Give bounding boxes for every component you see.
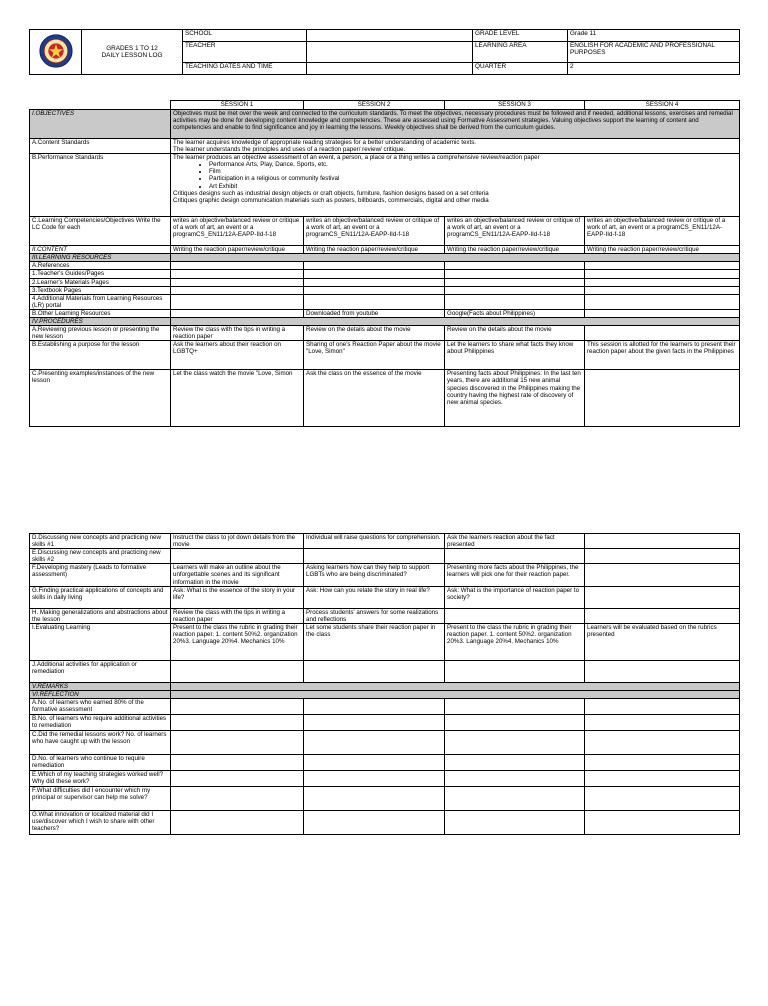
- table-cell: [304, 262, 445, 270]
- competency-session-1: writes an objective/balanced review or critique of a work of art, an event or a programCS_EN11/12A-EAPP-IId-f-18: [171, 217, 304, 246]
- table-cell: [445, 270, 585, 278]
- reflection-e-label: E.Which of my teaching strategies worked well? Why did these work?: [30, 771, 171, 787]
- procedure-g-session-2: Ask: How can you relate the story in real life?: [304, 586, 445, 608]
- procedure-c-session-1: Let the class watch the movie "Love, Simon: [171, 370, 304, 427]
- table-cell: [445, 286, 585, 294]
- table-cell: [445, 278, 585, 286]
- procedure-g-row: [30, 586, 740, 608]
- procedure-f-session-3: Presenting more facts about the Philippines, the learners will pick one for their reaction paper.: [445, 564, 585, 586]
- content-standards-text: [171, 139, 740, 154]
- additional-materials-row: [30, 294, 740, 309]
- content-standard-2: The learner understands the principles and uses of a reaction paper/ review/ critique.: [173, 146, 406, 154]
- content-label: II.CONTENT: [30, 246, 171, 254]
- procedure-h-session-4: [585, 608, 740, 623]
- procedure-d-session-1: Instruct the class to jot down details from the movie: [171, 534, 304, 549]
- competency-session-4: writes an objective/balanced review or critique of a work of art, an event or a programCS_EN11/12A-EAPP-IId-f-18: [585, 217, 740, 246]
- table-cell: [304, 731, 445, 755]
- procedures-filler: [171, 318, 740, 326]
- teacher-value: [307, 42, 473, 63]
- table-cell: [585, 286, 740, 294]
- other-resources-session-2: Downloaded from youtube: [304, 309, 445, 317]
- references-row: [30, 262, 740, 270]
- reflection-d-label: D.No. of learners who continue to require remediation: [30, 755, 171, 771]
- reflection-f-label: F.What difficulties did I encounter which my principal or supervisor can help me solve?: [30, 787, 171, 811]
- procedure-b-label: B.Establishing a purpose for the lesson: [30, 341, 171, 370]
- list-item: • Film: [209, 168, 737, 175]
- procedure-j-label: J.Additional activities for application or remediation: [30, 660, 171, 682]
- procedure-g-label: G.Finding practical applications of concepts and skills in daily living: [30, 586, 171, 608]
- school-label: SCHOOL: [183, 30, 307, 42]
- table-cell: [171, 549, 304, 564]
- other-resources-session-4: [585, 309, 740, 317]
- reflection-d-row: [30, 755, 740, 771]
- list-item: • Performance Arts, Play, Dance, Sports, etc.: [209, 161, 737, 168]
- table-cell: [445, 715, 585, 731]
- table-cell: [171, 699, 304, 715]
- table-cell: [445, 755, 585, 771]
- content-row: [30, 246, 740, 254]
- table-cell: [445, 549, 585, 564]
- table-cell: [304, 811, 445, 835]
- learning-area-value: ENGLISH FOR ACADEMIC AND PROFESSIONAL PURPOSES: [568, 42, 740, 63]
- performance-standards-label: B.Performance Standards: [30, 154, 171, 217]
- table-cell: [304, 787, 445, 811]
- session-header-row: [30, 101, 740, 110]
- table-cell: [585, 278, 740, 286]
- table-cell: [171, 811, 304, 835]
- reflection-a-row: [30, 699, 740, 715]
- header-table: [29, 29, 740, 75]
- procedure-b-session-3: Let the learners to share what facts they know about Philippines: [445, 341, 585, 370]
- objectives-text: Objectives must be met over the week and connected to the curriculum standards. To meet the objectives, necessary procedures must be followed and if needed, additional lessons, exercises and remedial activities may be done for developing content knowledge and competencies. These are assessed using Formative Assessment strategies. Valuing objectives support the learning of content and competencies and enable to find significance and joy in learning the lessons. Weekly objectives shall be derived from the curriculum guides.: [171, 110, 740, 139]
- list-item: • Art Exhibit: [209, 183, 737, 190]
- learning-resources-filler: [171, 254, 740, 262]
- procedure-i-session-1: Present to the class the rubric in grading their reaction paper. 1. content 50%2. organization 20%3. Language 20%4. Mechanics 10%: [171, 623, 304, 660]
- reflection-e-row: [30, 771, 740, 787]
- grade-level-value: Grade 11: [568, 30, 740, 42]
- table-cell: [585, 755, 740, 771]
- deped-seal-icon: [39, 34, 73, 68]
- content-session-1: Writing the reaction paper/review/critique: [171, 246, 304, 254]
- learning-area-label: LEARNING AREA: [473, 42, 568, 63]
- blank-corner: [30, 101, 171, 110]
- procedure-a-session-4: [585, 326, 740, 341]
- reflection-b-row: [30, 715, 740, 731]
- procedure-d-session-3: Ask the learners reaction about the fact presented: [445, 534, 585, 549]
- reflection-label: VI.REFLECTION: [30, 690, 171, 698]
- deped-seal-logo: [30, 30, 82, 75]
- procedure-a-session-2: Review on the details about the movie: [304, 326, 445, 341]
- procedure-b-row: [30, 341, 740, 370]
- table-cell: [585, 715, 740, 731]
- table-cell: [304, 715, 445, 731]
- table-cell: [171, 262, 304, 270]
- table-cell: [585, 660, 740, 682]
- performance-standards-text: [171, 154, 740, 217]
- performance-standard-list: [173, 161, 737, 189]
- table-cell: [304, 278, 445, 286]
- table-cell: [171, 787, 304, 811]
- objectives-label: I.OBJECTIVES: [30, 110, 171, 139]
- procedure-g-session-4: [585, 586, 740, 608]
- quarter-label: QUARTER: [473, 63, 568, 75]
- table-cell: [171, 294, 304, 309]
- table-cell: [445, 811, 585, 835]
- remarks-label: V.REMARKS: [30, 682, 171, 690]
- procedure-g-session-3: Ask: What is the importance of reaction paper to society?: [445, 586, 585, 608]
- dates-value: [307, 63, 473, 75]
- procedure-a-session-3: Review on the details about the movie: [445, 326, 585, 341]
- procedure-f-session-1: Learners will make an outline about the unforgettable scenes and its significant information in the movie: [171, 564, 304, 586]
- performance-standard-intro: The learner produces an objective assessment of an event, a person, a place or a thing writes a comprehensive review/reaction paper: [173, 154, 540, 162]
- table-cell: [304, 699, 445, 715]
- textbook-row: [30, 286, 740, 294]
- learning-resources-row: [30, 254, 740, 262]
- teacher-label: TEACHER: [183, 42, 307, 63]
- procedure-d-session-4: [585, 534, 740, 549]
- form-title-line2: DAILY LESSON LOG: [101, 52, 163, 59]
- procedure-c-session-2: Ask the class on the essence of the movie: [304, 370, 445, 427]
- content-standard-1: The learner acquires knowledge of appropriate reading strategies for a better understanding of academic texts.: [173, 139, 477, 146]
- procedure-i-session-2: Let some students share their reaction paper in the class: [304, 623, 445, 660]
- form-title: [82, 30, 183, 75]
- competency-session-3: writes an objective/balanced review or critique of a work of art, an event or a programCS_EN11/12A-EAPP-IId-f-18: [445, 217, 585, 246]
- additional-materials-label: 4.Additional Materials from Learning Resources (LR) portal: [30, 294, 171, 309]
- session-2-header: SESSION 2: [304, 101, 445, 110]
- references-label: A.References: [30, 262, 171, 270]
- procedure-f-row: [30, 564, 740, 586]
- procedure-b-session-1: Ask the learners about their reaction on LGBTQ+: [171, 341, 304, 370]
- content-session-3: Writing the reaction paper/review/critique: [445, 246, 585, 254]
- other-resources-session-3: Google(Facts about Philippines): [445, 309, 585, 317]
- procedure-f-session-2: Asking learners how can they help to support LGBTs who are being discriminated?: [304, 564, 445, 586]
- table-cell: [445, 731, 585, 755]
- procedure-c-row: [30, 370, 740, 427]
- procedure-f-session-4: [585, 564, 740, 586]
- session-4-header: SESSION 4: [585, 101, 740, 110]
- objectives-row: [30, 110, 740, 139]
- table-cell: [585, 699, 740, 715]
- procedure-h-label: H. Making generalizations and abstractions about the lesson: [30, 608, 171, 623]
- teachers-guide-label: 1.Teacher's Guides/Pages: [30, 270, 171, 278]
- procedure-i-label: I.Evaluating Learning: [30, 623, 171, 660]
- dates-label: TEACHING DATES AND TIME: [183, 63, 307, 75]
- quarter-value: 2: [568, 63, 740, 75]
- lesson-log-table-part1: [29, 100, 740, 427]
- reflection-filler: [171, 690, 740, 698]
- textbook-label: 3.Textbook Pages: [30, 286, 171, 294]
- content-session-4: Writing the reaction paper/review/critique: [585, 246, 740, 254]
- grade-level-label: GRADE LEVEL: [473, 30, 568, 42]
- learners-materials-label: 2.Learner's Materials Pages: [30, 278, 171, 286]
- session-3-header: SESSION 3: [445, 101, 585, 110]
- procedure-a-session-1: Review the class with the tips in writing a reaction paper: [171, 326, 304, 341]
- competency-session-2: writes an objective/balanced review or critique of a work of art, an event or a programCS_EN11/12A-EAPP-IId-f-18: [304, 217, 445, 246]
- reflection-f-row: [30, 787, 740, 811]
- procedure-j-row: [30, 660, 740, 682]
- table-cell: [585, 771, 740, 787]
- procedure-b-session-2: Sharing of one's Reaction Paper about the movie "Love, Simon": [304, 341, 445, 370]
- performance-standard-3: Critiques graphic design communication materials such as posters, billboards, commercials, digital and other media: [173, 196, 489, 204]
- procedure-e-label: E.Discussing new concepts and practicing new skills #2: [30, 549, 171, 564]
- other-resources-row: [30, 309, 740, 317]
- table-cell: [171, 715, 304, 731]
- procedure-h-session-1: Review the class with the tips in writing a reaction paper: [171, 608, 304, 623]
- reflection-c-row: [30, 731, 740, 755]
- table-cell: [304, 755, 445, 771]
- reflection-row: [30, 690, 740, 698]
- table-cell: [304, 270, 445, 278]
- procedure-d-label: D.Discussing new concepts and practicing new skills #1: [30, 534, 171, 549]
- performance-standard-2: Critiques designs such as industrial design objects or craft objects, furniture, fashion designs based on a set criteria: [173, 189, 489, 197]
- remarks-row: [30, 682, 740, 690]
- table-cell: [585, 731, 740, 755]
- procedure-i-session-4: Learners will be evaluated based on the rubrics presented: [585, 623, 740, 660]
- procedure-e-row: [30, 549, 740, 564]
- content-standards-row: [30, 139, 740, 154]
- table-cell: [585, 811, 740, 835]
- table-cell: [304, 549, 445, 564]
- table-cell: [445, 262, 585, 270]
- procedure-d-row: [30, 534, 740, 549]
- table-cell: [445, 787, 585, 811]
- content-standards-label: A.Content Standards: [30, 139, 171, 154]
- table-cell: [171, 731, 304, 755]
- procedures-row: [30, 318, 740, 326]
- table-cell: [304, 286, 445, 294]
- table-cell: [171, 660, 304, 682]
- procedure-c-session-4: [585, 370, 740, 427]
- competencies-row: [30, 217, 740, 246]
- procedures-label: IV.PROCEDURES: [30, 318, 171, 326]
- content-session-2: Writing the reaction paper/review/critique: [304, 246, 445, 254]
- table-cell: [445, 660, 585, 682]
- procedure-f-label: F.Developing mastery (Leads to formative assessment): [30, 564, 171, 586]
- school-value: [307, 30, 473, 42]
- reflection-b-label: B.No. of learners who require additional activities to remediation: [30, 715, 171, 731]
- teachers-guide-row: [30, 270, 740, 278]
- table-cell: [585, 787, 740, 811]
- table-cell: [171, 270, 304, 278]
- learners-materials-row: [30, 278, 740, 286]
- session-1-header: SESSION 1: [171, 101, 304, 110]
- table-cell: [171, 286, 304, 294]
- procedure-a-row: [30, 326, 740, 341]
- procedure-h-row: [30, 608, 740, 623]
- competencies-label: C.Learning Competencies/Objectives Write the LC Code for each: [30, 217, 171, 246]
- procedure-i-row: [30, 623, 740, 660]
- table-cell: [171, 755, 304, 771]
- performance-standards-row: [30, 154, 740, 217]
- procedure-c-session-3: Presenting facts about Philippines: In the last ten years, there are additional 15 new animal species discovered in the Philippines making the country having the highest rate of discovery of new animal species.: [445, 370, 585, 427]
- learning-resources-label: III.LEARNING RESOURCES: [30, 254, 171, 262]
- table-cell: [304, 294, 445, 309]
- table-cell: [585, 549, 740, 564]
- table-cell: [585, 294, 740, 309]
- reflection-g-label: G.What innovation or localized material did I use/discover which I wish to share with other teachers?: [30, 811, 171, 835]
- lesson-log-table-part2: [29, 533, 740, 835]
- form-title-line1: GRADES 1 TO 12: [106, 45, 158, 52]
- procedure-i-session-3: Present to the class the rubric in grading their reaction paper. 1. content 50%2. organization 20%3. Language 20%4. Mechanics 10%: [445, 623, 585, 660]
- table-cell: [585, 262, 740, 270]
- reflection-g-row: [30, 811, 740, 835]
- procedure-c-label: C.Presenting examples/instances of the new lesson: [30, 370, 171, 427]
- table-cell: [585, 270, 740, 278]
- procedure-g-session-1: Ask: What is the essence of the story in your life?: [171, 586, 304, 608]
- procedure-h-session-3: [445, 608, 585, 623]
- table-cell: [304, 660, 445, 682]
- table-cell: [445, 771, 585, 787]
- other-resources-session-1: [171, 309, 304, 317]
- reflection-a-label: A.No. of learners who earned 80% of the formative assessment: [30, 699, 171, 715]
- table-cell: [171, 278, 304, 286]
- table-cell: [304, 771, 445, 787]
- remarks-filler: [171, 682, 740, 690]
- procedure-b-session-4: This session is allotted for the learners to present their reaction paper about the given facts in the Philippines: [585, 341, 740, 370]
- reflection-c-label: C.Did the remedial lessons work? No. of learners who have caught up with the lesson: [30, 731, 171, 755]
- table-cell: [445, 699, 585, 715]
- procedure-d-session-2: Individual will raise questions for comprehension.: [304, 534, 445, 549]
- table-cell: [171, 771, 304, 787]
- procedure-a-label: A.Reviewing previous lesson or presenting the new lesson: [30, 326, 171, 341]
- list-item: • Participation in a religious or community festival: [209, 175, 737, 182]
- other-resources-label: B.Other Learning Resources: [30, 309, 171, 317]
- procedure-h-session-2: Process students' answers for some realizations and reflections: [304, 608, 445, 623]
- table-cell: [445, 294, 585, 309]
